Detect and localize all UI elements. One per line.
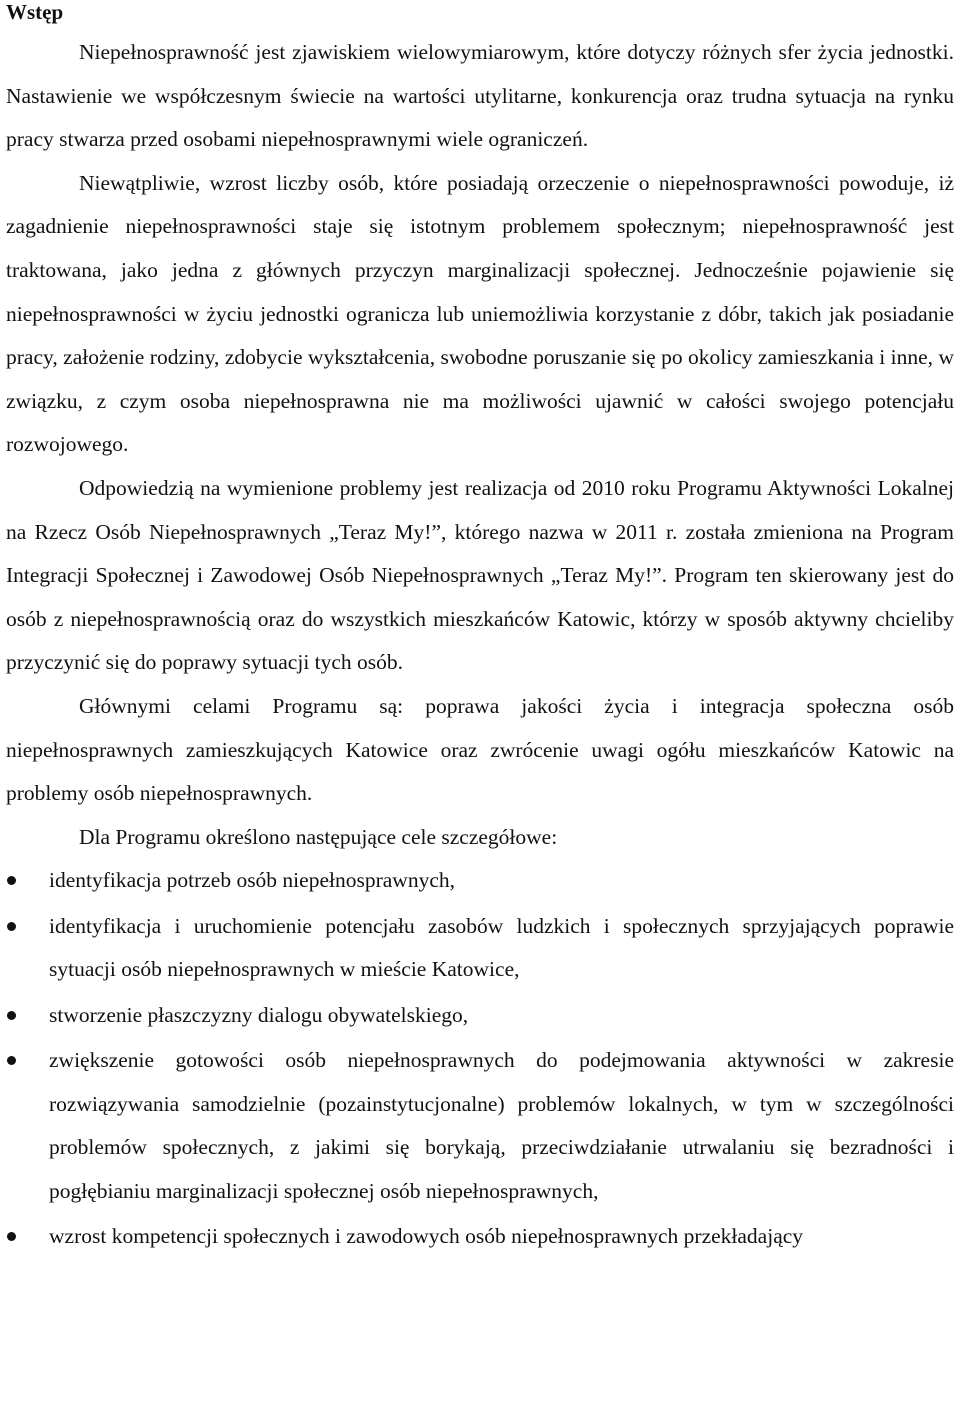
bullet-icon <box>7 1056 16 1065</box>
bullet-icon <box>7 1232 16 1241</box>
list-item <box>6 1039 954 1213</box>
paragraph-marginalization: Niewątpliwie, wzrost liczby osób, które posiadają orzeczenie o niepełnosprawności powoduje, iż zagadnienie niepełnosprawności staje się istotnym problemem społecznym; niepełnosprawność jest traktowana, jako jedna z głównych przyczyn marginalizacji społecznej. Jednocześnie pojawienie się niepełnosprawności w życiu jednostki ogranicza lub uniemożliwia korzystanie z dóbr, takich jak posiadanie pracy, założenie rodziny, zdobycie wykształcenia, swobodne poruszanie się po okolicy zamieszkania i inne, w związku, z czym osoba niepełnosprawna nie ma możliwości ujawnić w całości swojego potencjału rozwojowego. <box>6 170 954 457</box>
paragraph-intro: Niepełnosprawność jest zjawiskiem wielowymiarowym, które dotyczy różnych sfer życia jednostki. Nastawienie we współczesnym świecie na wartości utylitarne, konkurencja oraz trudna sytuacja na rynku pracy stwarza przed osobami niepełnosprawnymi wiele ograniczeń. <box>6 40 954 152</box>
document-page <box>6 0 954 1259</box>
list-item <box>6 1215 954 1259</box>
section-heading: Wstęp <box>6 0 64 24</box>
paragraph-detailed-goals-intro: Dla Programu określono następujące cele szczegółowe: <box>79 824 558 849</box>
list-item <box>6 905 954 992</box>
paragraph-program: Odpowiedzią na wymienione problemy jest realizacja od 2010 roku Programu Aktywności Lokalnej na Rzecz Osób Niepełnosprawnych „Teraz My!”, którego nazwa w 2011 r. została zmieniona na Program Integracji Społecznej i Zawodowej Osób Niepełnosprawnych „Teraz My!”. Program ten skierowany jest do osób z niepełnosprawnością oraz do wszystkich mieszkańców Katowic, którzy w sposób aktywny chcieliby przyczynić się do poprawy sytuacji tych osób. <box>6 475 954 675</box>
list-item-text: identyfikacja potrzeb osób niepełnosprawnych, <box>49 868 455 893</box>
list-item <box>6 994 954 1038</box>
bullet-icon <box>7 1011 16 1020</box>
bullet-icon <box>7 922 16 931</box>
list-item-text: identyfikacja i uruchomienie potencjału zasobów ludzkich i społecznych sprzyjających poprawie sytuacji osób niepełnosprawnych w mieście Katowice, <box>49 913 954 982</box>
detailed-goals-list <box>6 859 954 1259</box>
paragraph-main-goals: Głównymi celami Programu są: poprawa jakości życia i integracja społeczna osób niepełnosprawnych zamieszkujących Katowice oraz zwrócenie uwagi ogółu mieszkańców Katowic na problemy osób niepełnosprawnych. <box>6 693 954 806</box>
list-item <box>6 859 954 903</box>
list-item-text: zwiększenie gotowości osób niepełnosprawnych do podejmowania aktywności w zakresie rozwiązywania samodzielnie (pozainstytucjonalne) problemów lokalnych, w tym w szczególności problemów społecznych, z jakimi się borykają, przeciwdziałanie utrwalaniu się bezradności i pogłębianiu marginalizacji społecznej osób niepełnosprawnych, <box>49 1048 954 1203</box>
bullet-icon <box>7 876 16 885</box>
list-item-text: stworzenie płaszczyzny dialogu obywatelskiego, <box>49 1002 469 1027</box>
list-item-text: wzrost kompetencji społecznych i zawodowych osób niepełnosprawnych przekładający <box>49 1224 804 1249</box>
